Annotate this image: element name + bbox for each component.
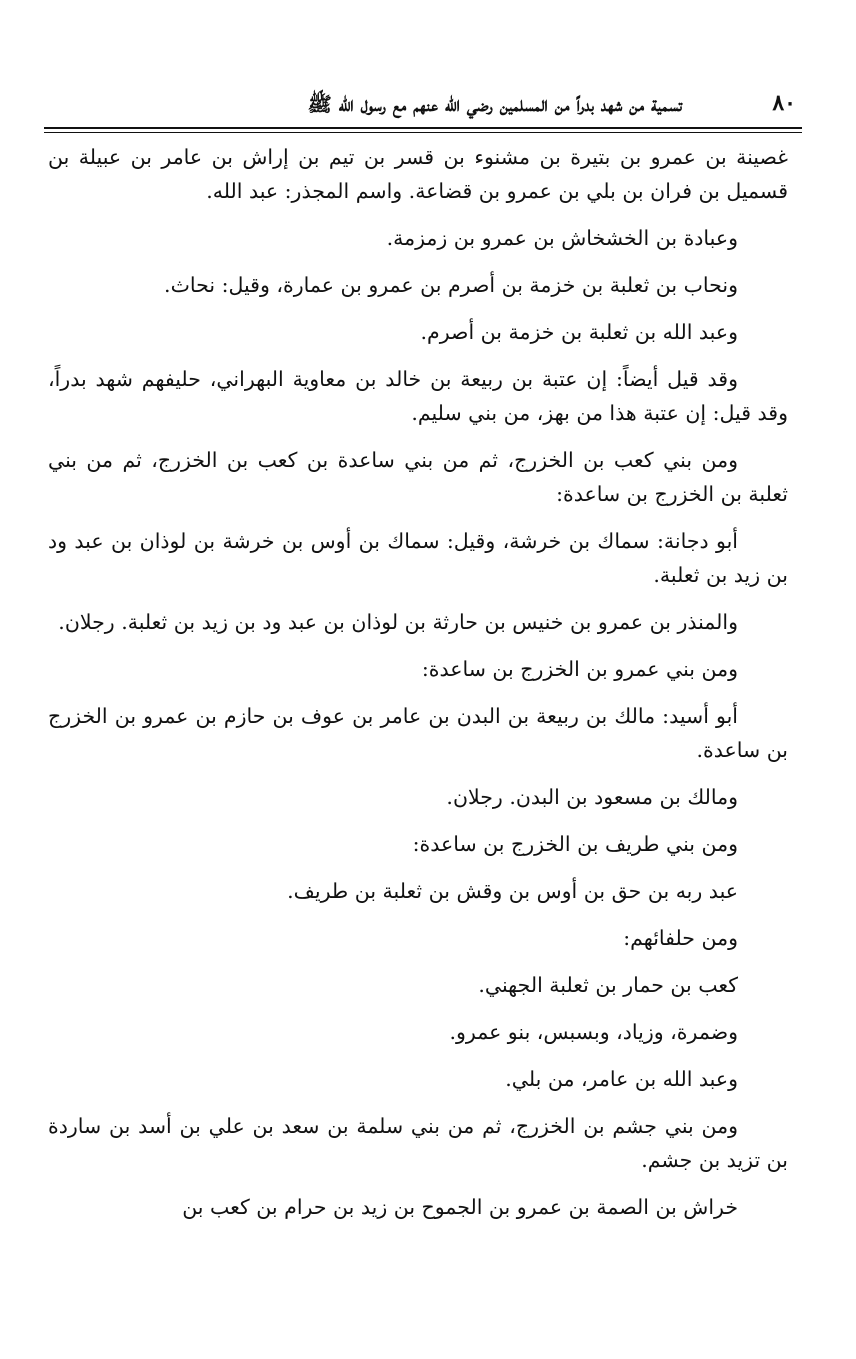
paragraph: ومالك بن مسعود بن البدن. رجلان.	[446, 785, 738, 809]
paragraph: والمنذر بن عمرو بن خنيس بن حارثة بن لوذان بن عبد ود بن زيد بن ثعلبة. رجلان.	[58, 610, 738, 634]
paragraph: وعبد الله بن عامر، من بلي.	[505, 1067, 738, 1091]
running-header	[44, 88, 802, 124]
paragraph: عبد ربه بن حق بن أوس بن وقش بن ثعلبة بن طريف.	[287, 879, 738, 903]
page-number: ٨٠	[772, 90, 796, 116]
paragraph: ومن بني كعب بن الخزرج، ثم من بني ساعدة بن كعب بن الخزرج، ثم من بني ثعلبة بن الخزرج بن ساعدة:	[48, 448, 788, 506]
paragraph: أبو دجانة: سماك بن خرشة، وقيل: سماك بن أوس بن خرشة بن لوذان بن عبد ود بن زيد بن ثعلبة.	[48, 529, 788, 587]
paragraph: ومن بني جشم بن الخزرج، ثم من بني سلمة بن سعد بن علي بن أسد بن ساردة بن تزيد بن جشم.	[48, 1114, 788, 1172]
body-text	[48, 140, 788, 1237]
paragraph: وضمرة، وزياد، وبسبس، بنو عمرو.	[449, 1020, 738, 1044]
paragraph: غصينة بن عمرو بن بتيرة بن مشنوء بن قسر بن تيم بن إراش بن عامر بن عبيلة بن قسميل بن فران بن بلي بن عمرو بن قضاعة. واسم المجذر: عبد الله.	[48, 145, 788, 203]
paragraph: ومن بني طريف بن الخزرج بن ساعدة:	[412, 832, 738, 856]
paragraph: خراش بن الصمة بن عمرو بن الجموح بن زيد بن حرام بن كعب بن	[182, 1195, 738, 1219]
paragraph: أبو أسيد: مالك بن ربيعة بن البدن بن عامر بن عوف بن حازم بن عمرو بن الخزرج بن ساعدة.	[48, 704, 788, 762]
paragraph: وعبد الله بن ثعلبة بن خزمة بن أصرم.	[420, 320, 738, 344]
paragraph: ونحاب بن ثعلبة بن خزمة بن أصرم بن عمرو بن عمارة، وقيل: نحاث.	[164, 273, 738, 297]
header-rule-thin	[44, 132, 802, 133]
header-rule	[44, 127, 802, 129]
paragraph: ومن بني عمرو بن الخزرج بن ساعدة:	[421, 657, 738, 681]
paragraph: وعبادة بن الخشخاش بن عمرو بن زمزمة.	[386, 226, 738, 250]
paragraph: كعب بن حمار بن ثعلبة الجهني.	[478, 973, 738, 997]
paragraph: وقد قيل أيضاً: إن عتبة بن ربيعة بن خالد بن معاوية البهراني، حليفهم شهد بدراً، وقد قيل: إن عتبة هذا من بهز، من بني سليم.	[48, 367, 788, 425]
header-title: تسمية من شهد بدراً من المسلمين رضي الله عنهم مع رسول الله ﷺ	[307, 92, 682, 116]
paragraph: ومن حلفائهم:	[623, 926, 738, 950]
